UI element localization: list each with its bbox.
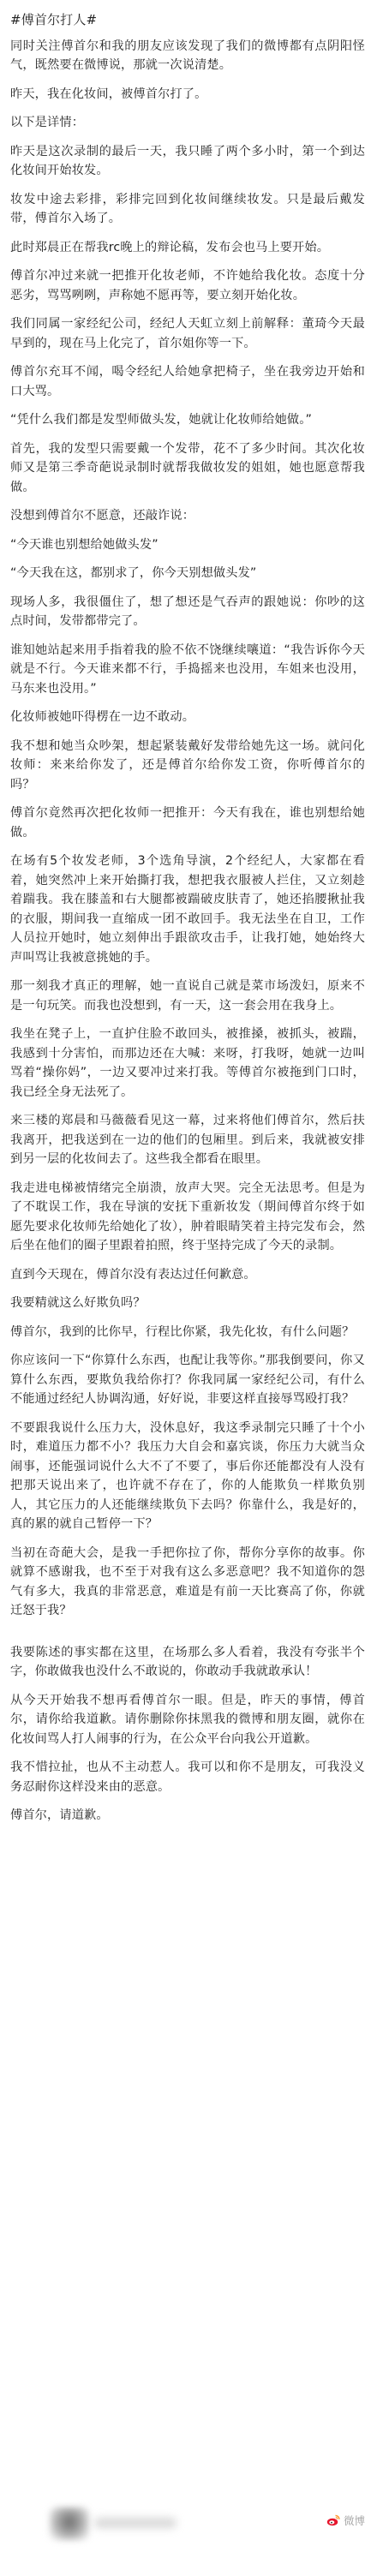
post-paragraph: 那一刻我才真正的理解，她一直说自己就是菜市场泼妇，原来不是一句玩笑。而我也没想到，有一天，这一套会用在我身上。 — [10, 979, 365, 1013]
blurred-avatar — [50, 2507, 89, 2540]
post-paragraph: “今天我在这，都别求了，你今天别想做头发” — [10, 566, 257, 580]
post-paragraph: 傅首尔，请道歉。 — [10, 1808, 109, 1822]
footer — [0, 2489, 377, 2576]
weibo-watermark — [326, 2513, 365, 2528]
post-text — [10, 10, 365, 1826]
weibo-logo-icon — [326, 2514, 340, 2526]
post-paragraph: 傅首尔竟然再次把化妆师一把推开：今天有我在，谁也别想给她做。 — [10, 806, 365, 840]
post-paragraph: 我坐在凳子上，一直护住脸不敢回头，被推搡，被抓头，被踹，我感到十分害怕，而那边还在大喊：来呀，打我呀，她就一边叫骂着“操你妈”，一边又要冲过来打我。等傅首尔被拖到门口时，我已经全身无法死了。 — [10, 1027, 365, 1099]
post-paragraph: 当初在奇葩大会，是我一手把你拉了你，帮你分享你的故事。你就算不感谢我，也不至于对我有这么多恶意吧？我不知道你的怨气有多大，我真的非常恶意，难道是有前一天比赛高了你，你就迁怒于我？ — [10, 1545, 365, 1617]
watermark-text: 微博 — [343, 2514, 365, 2527]
post-paragraph: 你应该问一下“你算什么东西，也配让我等你。”那我倒要问，你又算什么东西，要欺负我给你打？你我同属一家经纪公司，有什么不能通过经纪人协调沟通，好好说，非要这样直接辱骂殴打我？ — [10, 1354, 365, 1406]
post-paragraph: 首先，我的发型只需要戴一个发带，花不了多少时间。其次化妆师又是第三季奇葩说录制时就帮我做妆发的姐姐，她也愿意帮我做。 — [10, 441, 365, 494]
post-paragraph: 直到今天现在，傅首尔没有表达过任何歉意。 — [10, 1267, 256, 1282]
post-paragraph: 从今天开始我不想再看傅首尔一眼。但是，昨天的事情，傅首尔，请你给我道歉。请你删除你抹黑我的微博和朋友圈，就你在化妆间骂人打人闹事的行为，在公众平台向我公开道歉。 — [10, 1693, 365, 1746]
post-paragraph: 来三楼的郑晨和马薇薇看见这一幕，过来将他们傅首尔，然后扶我离开，把我送到在一边的他们的包厢里。到后来，我就被安排到另一层的化妆间去了。这些我全都看在眼里。 — [10, 1114, 365, 1166]
post-paragraph: “凭什么我们都是发型师做头发，她就让化妆师给她做。” — [10, 413, 313, 427]
post-paragraph: 此时郑晨正在帮我rc晚上的辩论稿，发布会也马上要开始。 — [10, 240, 330, 254]
post-paragraph: 我走进电梯被情绪完全崩溃，放声大哭。完全无法思考。但是为了不耽误工作，我在导演的安抚下重新妆发（期间傅首尔终于如愿先要求化妆师先给她化了妆），肿着眼睛笑着主持完发布会，然后坐在他们的圈子里跟着拍照，终于坚持完成了今天的录制。 — [10, 1180, 365, 1252]
post-paragraph: 化妆师被她吓得楞在一边不敢动。 — [10, 710, 195, 724]
post-paragraph: 在场有5个妆发老师，3个选角导演，2个经纪人，大家都在看着，她突然冲上来开始撕打我，想把我衣服被人拦住，又立刻趁着踹我。我在膝盖和右大腿都被踹破皮肤青了，她还掐腰揪扯我的衣服，期间我一直缩成一团不敢回手。我无法坐在自卫，工作人员拉开她时，她立刻伸出手跟欲攻击手，让我打她，她始终大声叫骂让我被意挑她的手。 — [10, 854, 365, 965]
post-paragraph: 妆发中途去彩排，彩排完回到化妆间继续妆发。只是最后戴发带，傅首尔入场了。 — [10, 192, 365, 225]
blurred-username — [94, 2518, 177, 2528]
post-paragraph: 傅首尔冲过来就一把推开化妆老师，不许她给我化妆。态度十分恶劣，骂骂咧咧，声称她不愿再等，要立刻开始化妆。 — [10, 269, 365, 302]
post-paragraph: 傅首尔充耳不闻，喝令经纪人给她拿把椅子，坐在我旁边开始和口大骂。 — [10, 365, 365, 398]
post-paragraph: 我要精就这么好欺负吗？ — [10, 1296, 146, 1310]
post-paragraph: 我要陈述的事实都在这里，在场那么多人看着，我没有夸张半个字，你敢做我也没什么不敢说的，你敢动手我就敢承认！ — [10, 1645, 365, 1678]
post-paragraph: 不要跟我说什么压力大，没休息好，我这季录制完只睡了十个小时，难道压力都不小？我压力大自会和嘉宾谈，你压力大就当众闹事，还能强词说什么大不了不要了，事后你还能都没有人没有把那天说出来了，也许就不存在了，你的人能欺负一样欺负别人，其它压力的人还能继续欺负下去吗？你靠什么，我是好的，真的累的就自己暂停一下？ — [10, 1420, 365, 1531]
post-paragraph: 我不想和她当众吵架，想起紧装戴好发带给她先这一场。就问化妆师：来来给你发了，还是傅首尔给你发工资，你听傅首尔的吗？ — [10, 738, 365, 792]
post-paragraph: 昨天是这次录制的最后一天，我只睡了两个多小时，第一个到达化妆间开始妆发。 — [10, 144, 365, 177]
post-paragraph: 以下是详情： — [10, 116, 85, 129]
post-paragraph: “今天谁也别想给她做头发” — [10, 537, 159, 552]
post-paragraph: 没想到傅首尔不愿意，还敲诈说： — [10, 509, 195, 523]
post-paragraph: 同时关注傅首尔和我的朋友应该发现了我们的微博都有点阴阳怪气，既然要在微博说，那就一次说清楚。 — [10, 39, 365, 72]
post-paragraph: 昨天，我在化妆间，被傅首尔打了。 — [10, 87, 207, 101]
post-paragraph: 傅首尔，我到的比你早，行程比你紧，我先化妆，有什么问题？ — [10, 1324, 355, 1339]
post-paragraph: 我不惜拉扯，也从不主动惹人。我可以和你不是朋友，可我没义务忍耐你这样没来由的恶意。 — [10, 1760, 365, 1794]
post-paragraph: 谁知她站起来用手指着我的脸不依不饶继续嚷道：“我告诉你今天就是不行。今天谁来都不行，手捣摇来也没用，车姐来也没用，马东来也没用。” — [10, 643, 365, 696]
post-paragraph: 现场人多，我很僵住了，想了想还是气吞声的跟她说：你吵的这点时间，发带都带完了。 — [10, 595, 365, 628]
post-paragraph: 我们同属一家经纪公司，经纪人天虹立刻上前解释：董琦今天最早到的，现在马上化完了，首尔姐你等一下。 — [10, 317, 365, 350]
hashtag[interactable]: #傅首尔打人# — [10, 12, 98, 27]
